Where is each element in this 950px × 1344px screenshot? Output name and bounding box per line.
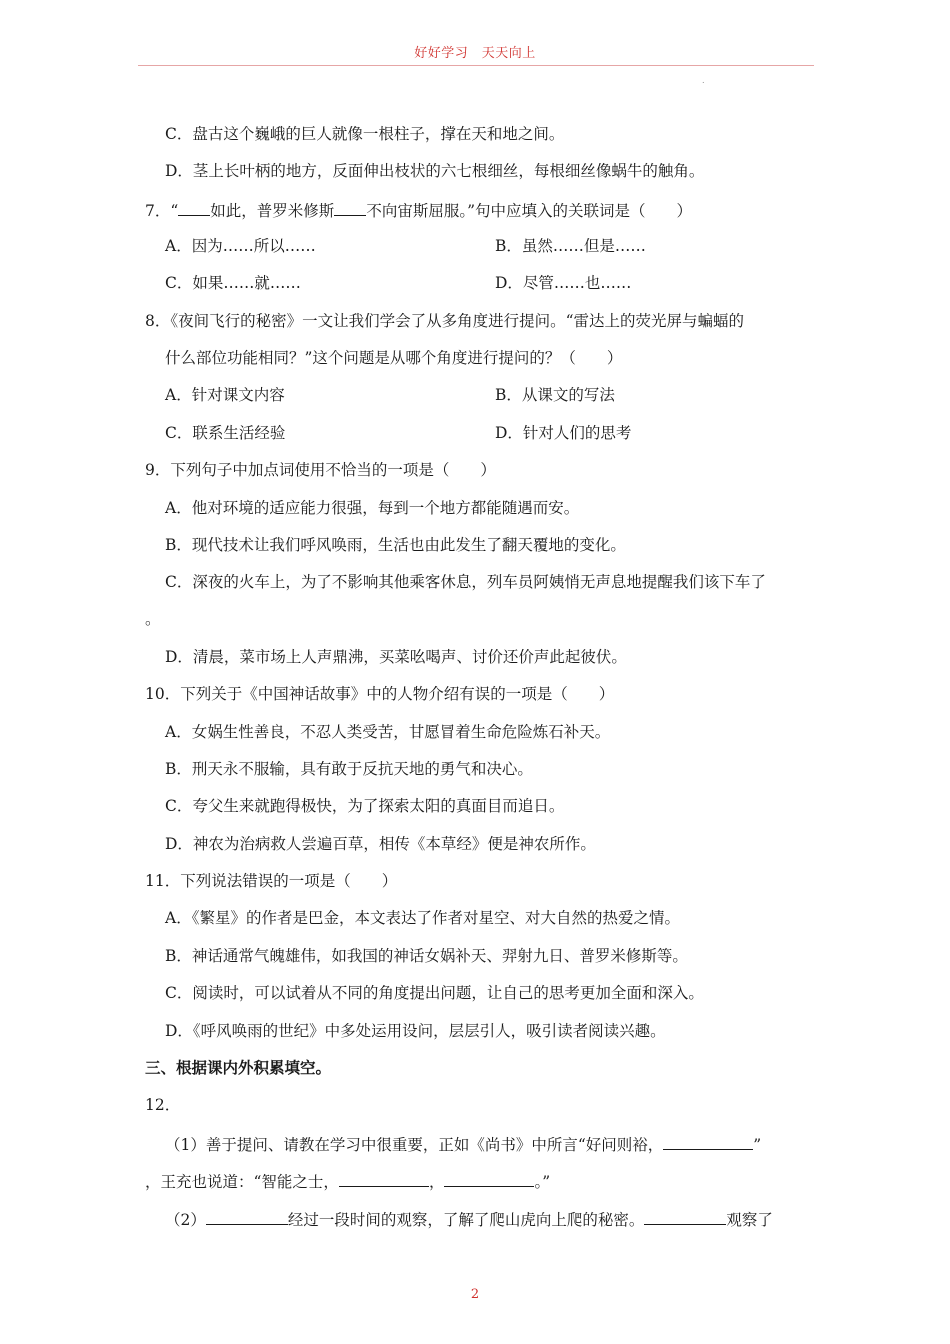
q9-option-c-line2: 。	[145, 610, 161, 628]
q12-part1-line1	[165, 1133, 761, 1155]
q12-blank-3	[444, 1170, 534, 1187]
q10-option-c: C．夸父生来就跑得极快，为了探索太阳的真面目而追日。	[165, 797, 565, 815]
q10-option-b: B．刑天永不服输，具有敢于反抗天地的勇气和决心。	[165, 760, 533, 778]
q11-option-a: A．《繁星》的作者是巴金，本文表达了作者对星空、对大自然的热爱之情。	[165, 909, 680, 927]
q7-stem-part2: 如此，普罗米修斯	[210, 202, 335, 220]
q12-p2-text1: （2）	[165, 1211, 206, 1229]
q7-option-d: D．尽管……也……	[495, 274, 632, 292]
q10-option-a: A．女娲生性善良，不忍人类受苦，甘愿冒着生命危险炼石补天。	[165, 723, 611, 741]
q8-option-a: A．针对课文内容	[165, 386, 285, 404]
q8-option-b: B．从课文的写法	[495, 386, 615, 404]
q10-stem: 10．下列关于《中国神话故事》中的人物介绍有误的一项是（ ）	[145, 685, 615, 703]
q11-option-b: B．神话通常气魄雄伟，如我国的神话女娲补天、羿射九日、普罗米修斯等。	[165, 947, 688, 965]
q12-p2-text2: 经过一段时间的观察，了解了爬山虎向上爬的秘密。	[287, 1211, 645, 1229]
q12-blank-5	[644, 1208, 726, 1225]
q12-p2-text3: 观察了	[726, 1211, 773, 1229]
section-3-title: 三、根据课内外积累填空。	[145, 1059, 332, 1077]
page-number: 2	[470, 1287, 480, 1302]
q12-part1-line2	[145, 1170, 550, 1192]
q9-option-d: D．清晨，菜市场上人声鼎沸，买菜吆喝声、讨价还价声此起彼伏。	[165, 648, 627, 666]
q12-part2-line1	[165, 1208, 773, 1230]
q12-number: 12．	[145, 1096, 181, 1114]
q7-stem-part1: 7．“	[145, 202, 179, 220]
q8-stem-line2: 什么部位功能相同？”这个问题是从哪个角度进行提问的？（ ）	[165, 349, 623, 367]
q11-stem: 11．下列说法错误的一项是（ ）	[145, 872, 398, 890]
q12-p1-text2: ”	[753, 1136, 762, 1154]
q12-blank-1	[663, 1133, 753, 1150]
q12-blank-4	[206, 1208, 288, 1225]
q8-stem-line1: 8．《夜间飞行的秘密》一文让我们学会了从多角度进行提问。“雷达上的荧光屏与蝙蝠的	[145, 312, 745, 330]
q12-p1-text1: （1）善于提问、请教在学习中很重要，正如《尚书》中所言“好问则裕，	[165, 1136, 664, 1154]
q12-blank-2	[339, 1170, 429, 1187]
q9-stem: 9．下列句子中加点词使用不恰当的一项是（ ）	[145, 461, 496, 479]
q7-option-a: A．因为……所以……	[165, 237, 316, 255]
q7-option-b: B．虽然……但是……	[495, 237, 646, 255]
q12-p1-line2-text1: ，王充也说道：“智能之士，	[145, 1173, 339, 1191]
q7-option-c: C．如果……就……	[165, 274, 301, 292]
q10-option-d: D．神农为治病救人尝遍百草，相传《本草经》便是神农所作。	[165, 835, 596, 853]
q8-option-c: C．联系生活经验	[165, 424, 286, 442]
q7-stem	[145, 199, 692, 221]
q12-p1-line2-text2: ，	[428, 1173, 445, 1191]
q7-blank-2	[334, 199, 366, 216]
q11-option-c: C．阅读时，可以试着从不同的角度提出问题，让自己的思考更加全面和深入。	[165, 984, 704, 1002]
q7-blank-1	[178, 199, 210, 216]
q9-option-b: B．现代技术让我们呼风唤雨，生活也由此发生了翻天覆地的变化。	[165, 536, 626, 554]
q8-option-d: D．针对人们的思考	[495, 424, 632, 442]
header-divider	[138, 65, 814, 66]
q12-p1-line2-text3: 。”	[534, 1173, 551, 1191]
q11-option-d: D．《呼风唤雨的世纪》中多处运用设问，层层引人，吸引读者阅读兴趣。	[165, 1022, 666, 1040]
page-header: 好好学习 天天向上	[414, 46, 536, 61]
q9-option-a: A．他对环境的适应能力很强，每到一个地方都能随遇而安。	[165, 499, 580, 517]
q6-option-d: D．茎上长叶柄的地方，反面伸出枝状的六七根细丝，每根细丝像蜗牛的触角。	[165, 162, 705, 180]
q7-stem-part3: 不向宙斯屈服。”句中应填入的关联词是（ ）	[366, 202, 692, 220]
q9-option-c-line1: C．深夜的火车上，为了不影响其他乘客休息，列车员阿姨悄无声息地提醒我们该下车了	[165, 573, 766, 591]
q6-option-c: C．盘古这个巍峨的巨人就像一根柱子，撑在天和地之间。	[165, 125, 565, 143]
header-dot: .	[702, 76, 705, 85]
